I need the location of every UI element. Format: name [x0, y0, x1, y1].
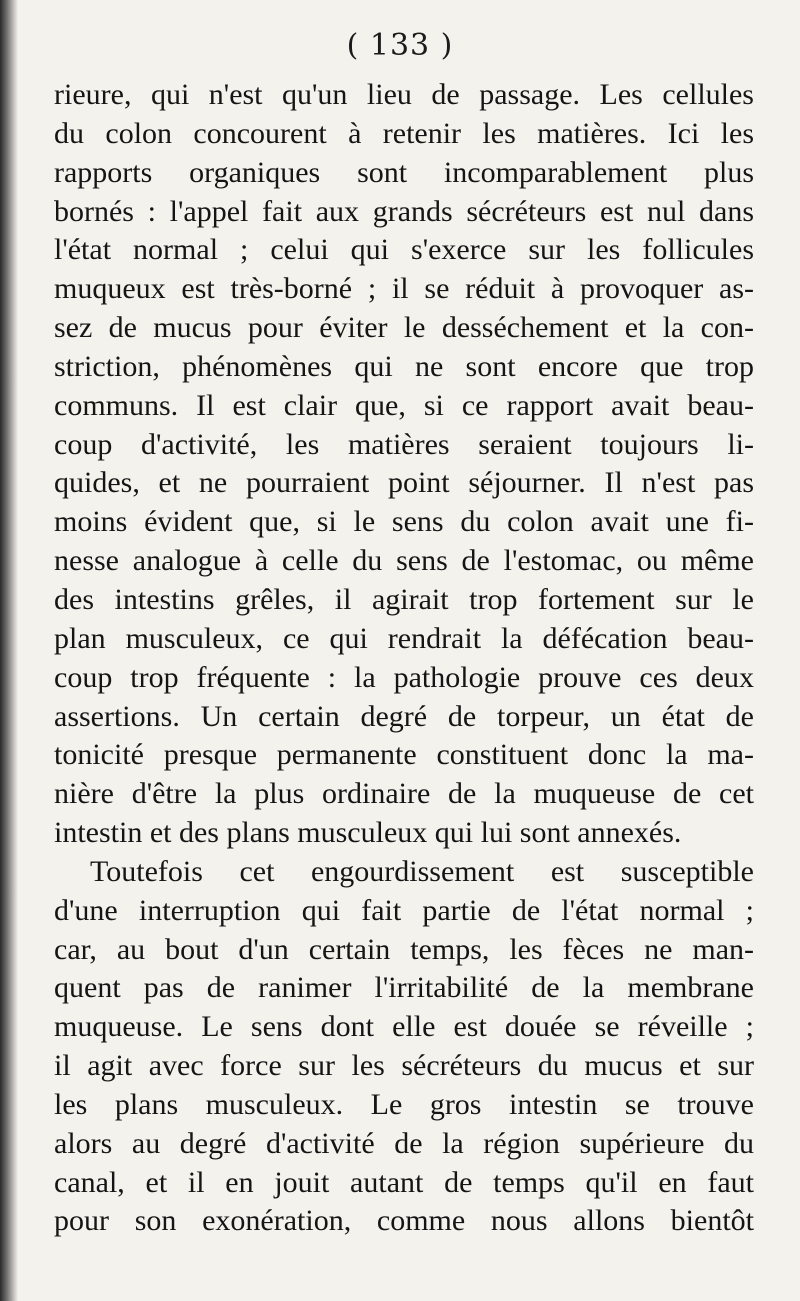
text-line: car, au bout d'un certain temps, les fèces ne man- — [54, 932, 754, 966]
text-line: Toutefois cet engourdissement est susceptible — [90, 854, 754, 888]
text-line: quides, et ne pourraient point séjourner. Il n'est pas — [54, 466, 754, 500]
text-line: coup d'activité, les matières seraient toujours li- — [54, 427, 754, 461]
text-line: quent pas de ranimer l'irritabilité de la membrane — [54, 971, 754, 1005]
text-line: canal, et il en jouit autant de temps qu'il en faut — [54, 1165, 754, 1199]
text-line: striction, phénomènes qui ne sont encore que trop — [54, 349, 754, 383]
text-line: muqueuse. Le sens dont elle est douée se réveille ; — [54, 1010, 754, 1044]
text-line: les plans musculeux. Le gros intestin se trouve — [54, 1087, 754, 1121]
text-line: assertions. Un certain degré de torpeur, un état de — [54, 699, 754, 733]
text-line: muqueux est très-borné ; il se réduit à provoquer as- — [54, 272, 754, 306]
text-line: sez de mucus pour éviter le desséchement et la con- — [54, 311, 754, 345]
text-line: moins évident que, si le sens du colon avait une fi- — [54, 505, 754, 539]
text-line: l'état normal ; celui qui s'exerce sur les follicules — [54, 233, 754, 267]
text-line: nesse analogue à celle du sens de l'estomac, ou même — [54, 544, 754, 578]
text-line: coup trop fréquente : la pathologie prouve ces deux — [54, 660, 754, 694]
text-line: tonicité presque permanente constituent donc la ma- — [54, 738, 754, 772]
text-line: rapports organiques sont incomparablement plus — [54, 155, 754, 189]
text-line: rieure, qui n'est qu'un lieu de passage. Les cellules — [54, 78, 754, 111]
text-line: il agit avec force sur les sécréteurs du mucus et sur — [54, 1049, 754, 1083]
body-text — [54, 76, 754, 1241]
text-line: nière d'être la plus ordinaire de la muqueuse de cet — [54, 777, 754, 811]
text-line: des intestins grêles, il agirait trop fortement sur le — [54, 582, 754, 616]
text-line: alors au degré d'activité de la région supérieure du — [54, 1126, 754, 1160]
text-line: d'une interruption qui fait partie de l'état normal ; — [54, 893, 754, 927]
text-line: bornés : l'appel fait aux grands sécréteurs est nul dans — [54, 194, 754, 228]
text-line: communs. Il est clair que, si ce rapport avait beau- — [54, 388, 754, 422]
text-line: plan musculeux, ce qui rendrait la défécation beau- — [54, 621, 754, 655]
page-gutter-shadow — [0, 0, 18, 1301]
text-line: du colon concourent à retenir les matières. Ici les — [54, 116, 754, 150]
text-line: pour son exonération, comme nous allons bientôt — [54, 1204, 754, 1238]
text-line: intestin et des plans musculeux qui lui sont annexés. — [54, 816, 682, 850]
page-number: ( 133 ) — [346, 28, 454, 63]
